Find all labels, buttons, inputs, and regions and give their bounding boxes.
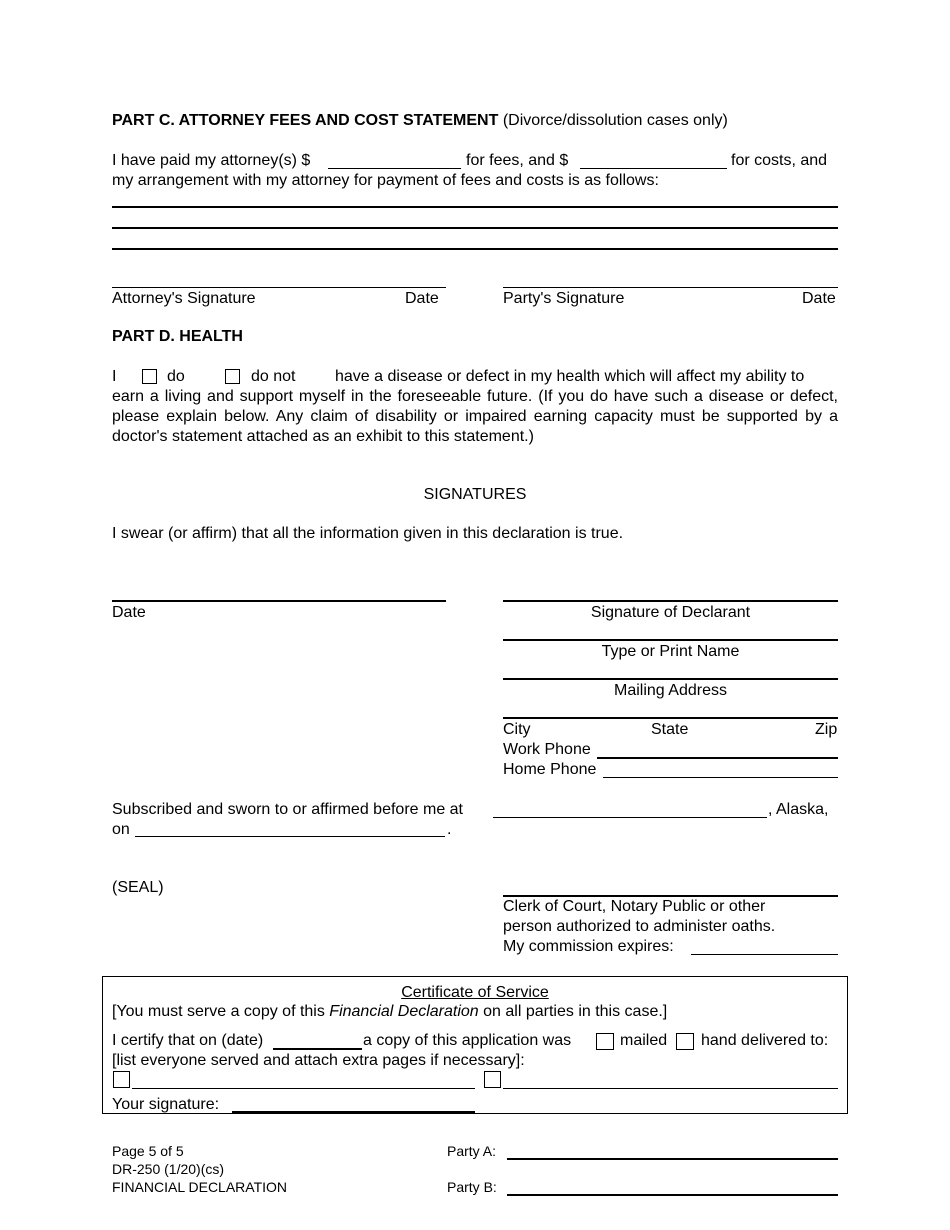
declaration-date-label: Date bbox=[112, 604, 146, 621]
certify-text-2: a copy of this application was bbox=[363, 1032, 572, 1049]
clerk-label-line-1: Clerk of Court, Notary Public or other bbox=[503, 898, 766, 915]
seal-label: (SEAL) bbox=[112, 879, 164, 896]
swear-text: I swear (or affirm) that all the information given in this declaration is true. bbox=[112, 525, 624, 542]
commission-expires-label: My commission expires: bbox=[503, 938, 674, 955]
clerk-label-line-2: person authorized to administer oaths. bbox=[503, 918, 776, 935]
print-name-label: Type or Print Name bbox=[601, 643, 740, 660]
part-c-heading: PART C. ATTORNEY FEES AND COST STATEMENT bbox=[112, 112, 499, 129]
served-party-2-field[interactable] bbox=[503, 1088, 838, 1089]
footer-form-name: FINANCIAL DECLARATION bbox=[112, 1179, 288, 1195]
health-text-first-line: have a disease or defect in my health which will affect my ability to bbox=[335, 368, 805, 385]
commission-expires-field[interactable] bbox=[691, 954, 838, 955]
arrangement-line-1[interactable] bbox=[112, 206, 838, 208]
certify-text-1: I certify that on (date) bbox=[112, 1032, 264, 1049]
hand-delivered-label: hand delivered to: bbox=[701, 1032, 829, 1049]
clerk-signature-line[interactable] bbox=[503, 895, 838, 897]
party-signature-line[interactable] bbox=[503, 287, 838, 288]
health-do-not-label: do not bbox=[251, 368, 296, 385]
declarant-signature-line[interactable] bbox=[503, 600, 838, 602]
attorney-fees-text-2: for fees, and $ bbox=[466, 152, 569, 169]
home-phone-field[interactable] bbox=[603, 777, 838, 778]
notary-period: . bbox=[447, 821, 452, 838]
health-text-rest: earn a living and support myself in the foreseeable future. (If you do have such a disease or defect, please explain below. Any claim of disability or impaired earning capacity must be supported by a doctor's statement attached as an exhibit to this statement.) bbox=[112, 388, 838, 445]
fees-amount-field[interactable] bbox=[328, 168, 461, 169]
served-party-2-checkbox[interactable] bbox=[484, 1071, 501, 1088]
your-signature-label: Your signature: bbox=[112, 1096, 220, 1113]
health-do-checkbox[interactable] bbox=[142, 369, 157, 384]
party-a-field[interactable] bbox=[507, 1158, 838, 1160]
mailing-address-label: Mailing Address bbox=[614, 682, 727, 699]
notary-date-field[interactable] bbox=[135, 836, 445, 837]
print-name-line[interactable] bbox=[503, 639, 838, 641]
arrangement-line-2[interactable] bbox=[112, 227, 838, 229]
attorney-arrangement-text: my arrangement with my attorney for payment of fees and costs is as follows: bbox=[112, 172, 659, 189]
list-served-text: [list everyone served and attach extra pages if necessary]: bbox=[112, 1052, 525, 1069]
party-b-label: Party B: bbox=[447, 1179, 497, 1195]
attorney-signature-label: Attorney's Signature bbox=[112, 290, 256, 307]
served-party-1-field[interactable] bbox=[132, 1088, 475, 1089]
attorney-date-label: Date bbox=[405, 290, 439, 307]
part-d-heading: PART D. HEALTH bbox=[112, 328, 243, 345]
certificate-instructions-part-1: [You must serve a copy of this bbox=[112, 1003, 330, 1020]
part-c-heading-row bbox=[112, 112, 728, 130]
attorney-fees-text-3: for costs, and bbox=[731, 152, 828, 169]
alaska-text: , Alaska, bbox=[768, 801, 829, 818]
work-phone-field[interactable] bbox=[597, 757, 838, 759]
work-phone-label: Work Phone bbox=[503, 741, 591, 758]
mailed-label: mailed bbox=[620, 1032, 668, 1049]
attorney-fees-text-1: I have paid my attorney(s) $ bbox=[112, 152, 311, 169]
health-do-label: do bbox=[167, 368, 185, 385]
footer-page-number: Page 5 of 5 bbox=[112, 1143, 184, 1159]
footer-form-number: DR-250 (1/20)(cs) bbox=[112, 1161, 225, 1177]
declaration-date-line[interactable] bbox=[112, 600, 446, 602]
mailing-address-line[interactable] bbox=[503, 678, 838, 680]
certify-date-field[interactable] bbox=[273, 1048, 362, 1050]
served-party-1-checkbox[interactable] bbox=[113, 1071, 130, 1088]
hand-delivered-checkbox[interactable] bbox=[676, 1033, 694, 1050]
health-do-not-checkbox[interactable] bbox=[225, 369, 240, 384]
part-c-heading-note: (Divorce/dissolution cases only) bbox=[502, 112, 728, 129]
party-a-label: Party A: bbox=[447, 1143, 497, 1159]
city-state-zip-line[interactable] bbox=[503, 717, 838, 719]
party-b-field[interactable] bbox=[507, 1194, 838, 1196]
certificate-instructions bbox=[112, 1003, 667, 1021]
city-label: City bbox=[503, 721, 531, 738]
mailed-checkbox[interactable] bbox=[596, 1033, 614, 1050]
notary-on-label: on bbox=[112, 821, 130, 838]
your-signature-field[interactable] bbox=[232, 1111, 475, 1113]
certificate-title: Certificate of Service bbox=[401, 984, 549, 1001]
declarant-signature-label: Signature of Declarant bbox=[590, 604, 751, 621]
health-i-label: I bbox=[112, 368, 117, 385]
state-label: State bbox=[651, 721, 689, 738]
costs-amount-field[interactable] bbox=[580, 168, 727, 169]
signatures-heading: SIGNATURES bbox=[423, 486, 527, 503]
zip-label: Zip bbox=[815, 721, 838, 738]
attorney-signature-line[interactable] bbox=[112, 287, 446, 288]
arrangement-line-3[interactable] bbox=[112, 248, 838, 250]
party-date-label: Date bbox=[802, 290, 836, 307]
home-phone-label: Home Phone bbox=[503, 761, 597, 778]
notary-location-field[interactable] bbox=[493, 817, 767, 818]
party-signature-label: Party's Signature bbox=[503, 290, 625, 307]
certificate-instructions-doc-name: Financial Declaration bbox=[329, 1003, 479, 1020]
subscribed-text: Subscribed and sworn to or affirmed before me at bbox=[112, 801, 463, 818]
certificate-instructions-part-2: on all parties in this case.] bbox=[478, 1003, 668, 1020]
